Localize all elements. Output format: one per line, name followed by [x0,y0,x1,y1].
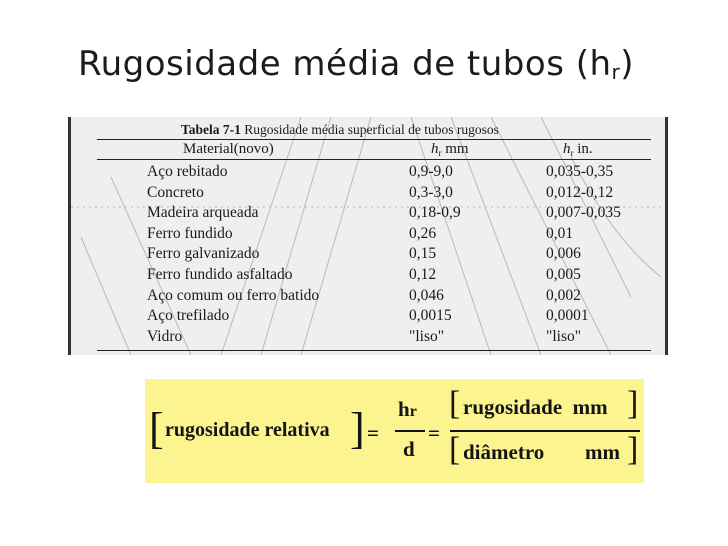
formula-denominator-d: d [403,437,415,461]
cell-mm: 0,12 [409,266,437,283]
formula-rhs-den-word [463,440,544,465]
cell-in: 0,01 [546,224,574,242]
cell-mm: 0,15 [409,245,437,263]
rhs-den-word: diâmetro [463,440,545,464]
table-row [71,266,665,287]
relative-roughness-formula [145,379,644,483]
cell-mm: 0,9-9,0 [409,163,453,180]
header-in-symbol: h [563,141,571,157]
rhs-den-bracket-close: ] [627,431,639,468]
cell-in: 0,006 [546,245,581,263]
numerator-subscript: r [409,403,417,420]
header-roughness-in [563,141,593,158]
cell-in: 0,012-0,12 [546,183,614,201]
formula-rhs-numerator: rugosidade mm [463,395,608,419]
cell-material: Aço trefilado [147,307,230,325]
roughness-table-image [68,117,668,355]
cell-mm: "liso" [409,327,445,345]
left-bracket-open: [ [149,404,164,453]
table-row [71,307,665,328]
cell-material: Madeira arqueada [147,204,259,222]
rhs-den-bracket-open: [ [449,431,461,468]
cell-mm: 0,046 [409,286,444,304]
header-material: Material(novo) [183,141,274,157]
header-roughness-mm [431,141,469,158]
slide-title-subscript: r [611,60,621,84]
cell-material: Vidro [147,327,183,345]
rhs-num-bracket-close: ] [627,385,639,422]
header-in-unit: in. [577,141,593,157]
table-row [71,245,665,266]
slide-title [78,44,634,84]
cell-material: Ferro fundido [147,224,233,242]
slide-title-main: Rugosidade média de tubos (h [78,44,612,84]
table-caption [181,122,499,138]
table-caption-text: Rugosidade média superficial de tubos rugosos [244,122,499,137]
formula-rhs-den-unit: mm [585,440,620,464]
table-row [71,184,665,205]
table-row [71,204,665,225]
table-bottom-rule [97,350,651,351]
cell-mm: 0,0015 [409,307,452,325]
cell-material: Ferro fundido asfaltado [147,266,293,283]
cell-mm: 0,3-3,0 [409,183,453,201]
cell-material: Aço rebitado [147,163,228,180]
cell-material: Aço comum ou ferro batido [147,286,320,304]
formula-equals-2: = [428,421,440,445]
table-number: Tabela 7-1 [181,122,241,137]
cell-in: 0,007-0,035 [546,204,621,222]
header-in-subscript: r [570,148,574,158]
cell-material: Ferro galvanizado [147,245,260,263]
numerator-h: h [398,397,410,421]
table-row [71,287,665,308]
table-header-rule [97,159,651,160]
formula-lhs: rugosidade relativa [165,419,330,441]
table-row [71,163,665,184]
slide-title-end: ) [620,44,635,84]
header-mm-subscript: r [438,148,442,158]
cell-material: Concreto [147,183,204,201]
cell-mm: 0,18-0,9 [409,204,461,222]
table-top-rule [97,139,651,140]
cell-in: 0,0001 [546,307,589,325]
header-mm-symbol: h [431,141,439,157]
rhs-num-bracket-open: [ [449,385,461,422]
formula-numerator [398,397,417,422]
cell-mm: 0,26 [409,224,437,242]
formula-equals-1: = [367,421,379,445]
cell-in: 0,002 [546,286,581,304]
cell-in: "liso" [546,327,582,345]
fraction-bar-1 [395,430,425,432]
table-row [71,328,665,349]
cell-in: 0,035-0,35 [546,163,614,180]
table-row [71,225,665,246]
fraction-bar-2 [450,430,640,432]
header-mm-unit: mm [445,141,469,157]
cell-in: 0,005 [546,266,581,283]
left-bracket-close: ] [350,404,365,453]
